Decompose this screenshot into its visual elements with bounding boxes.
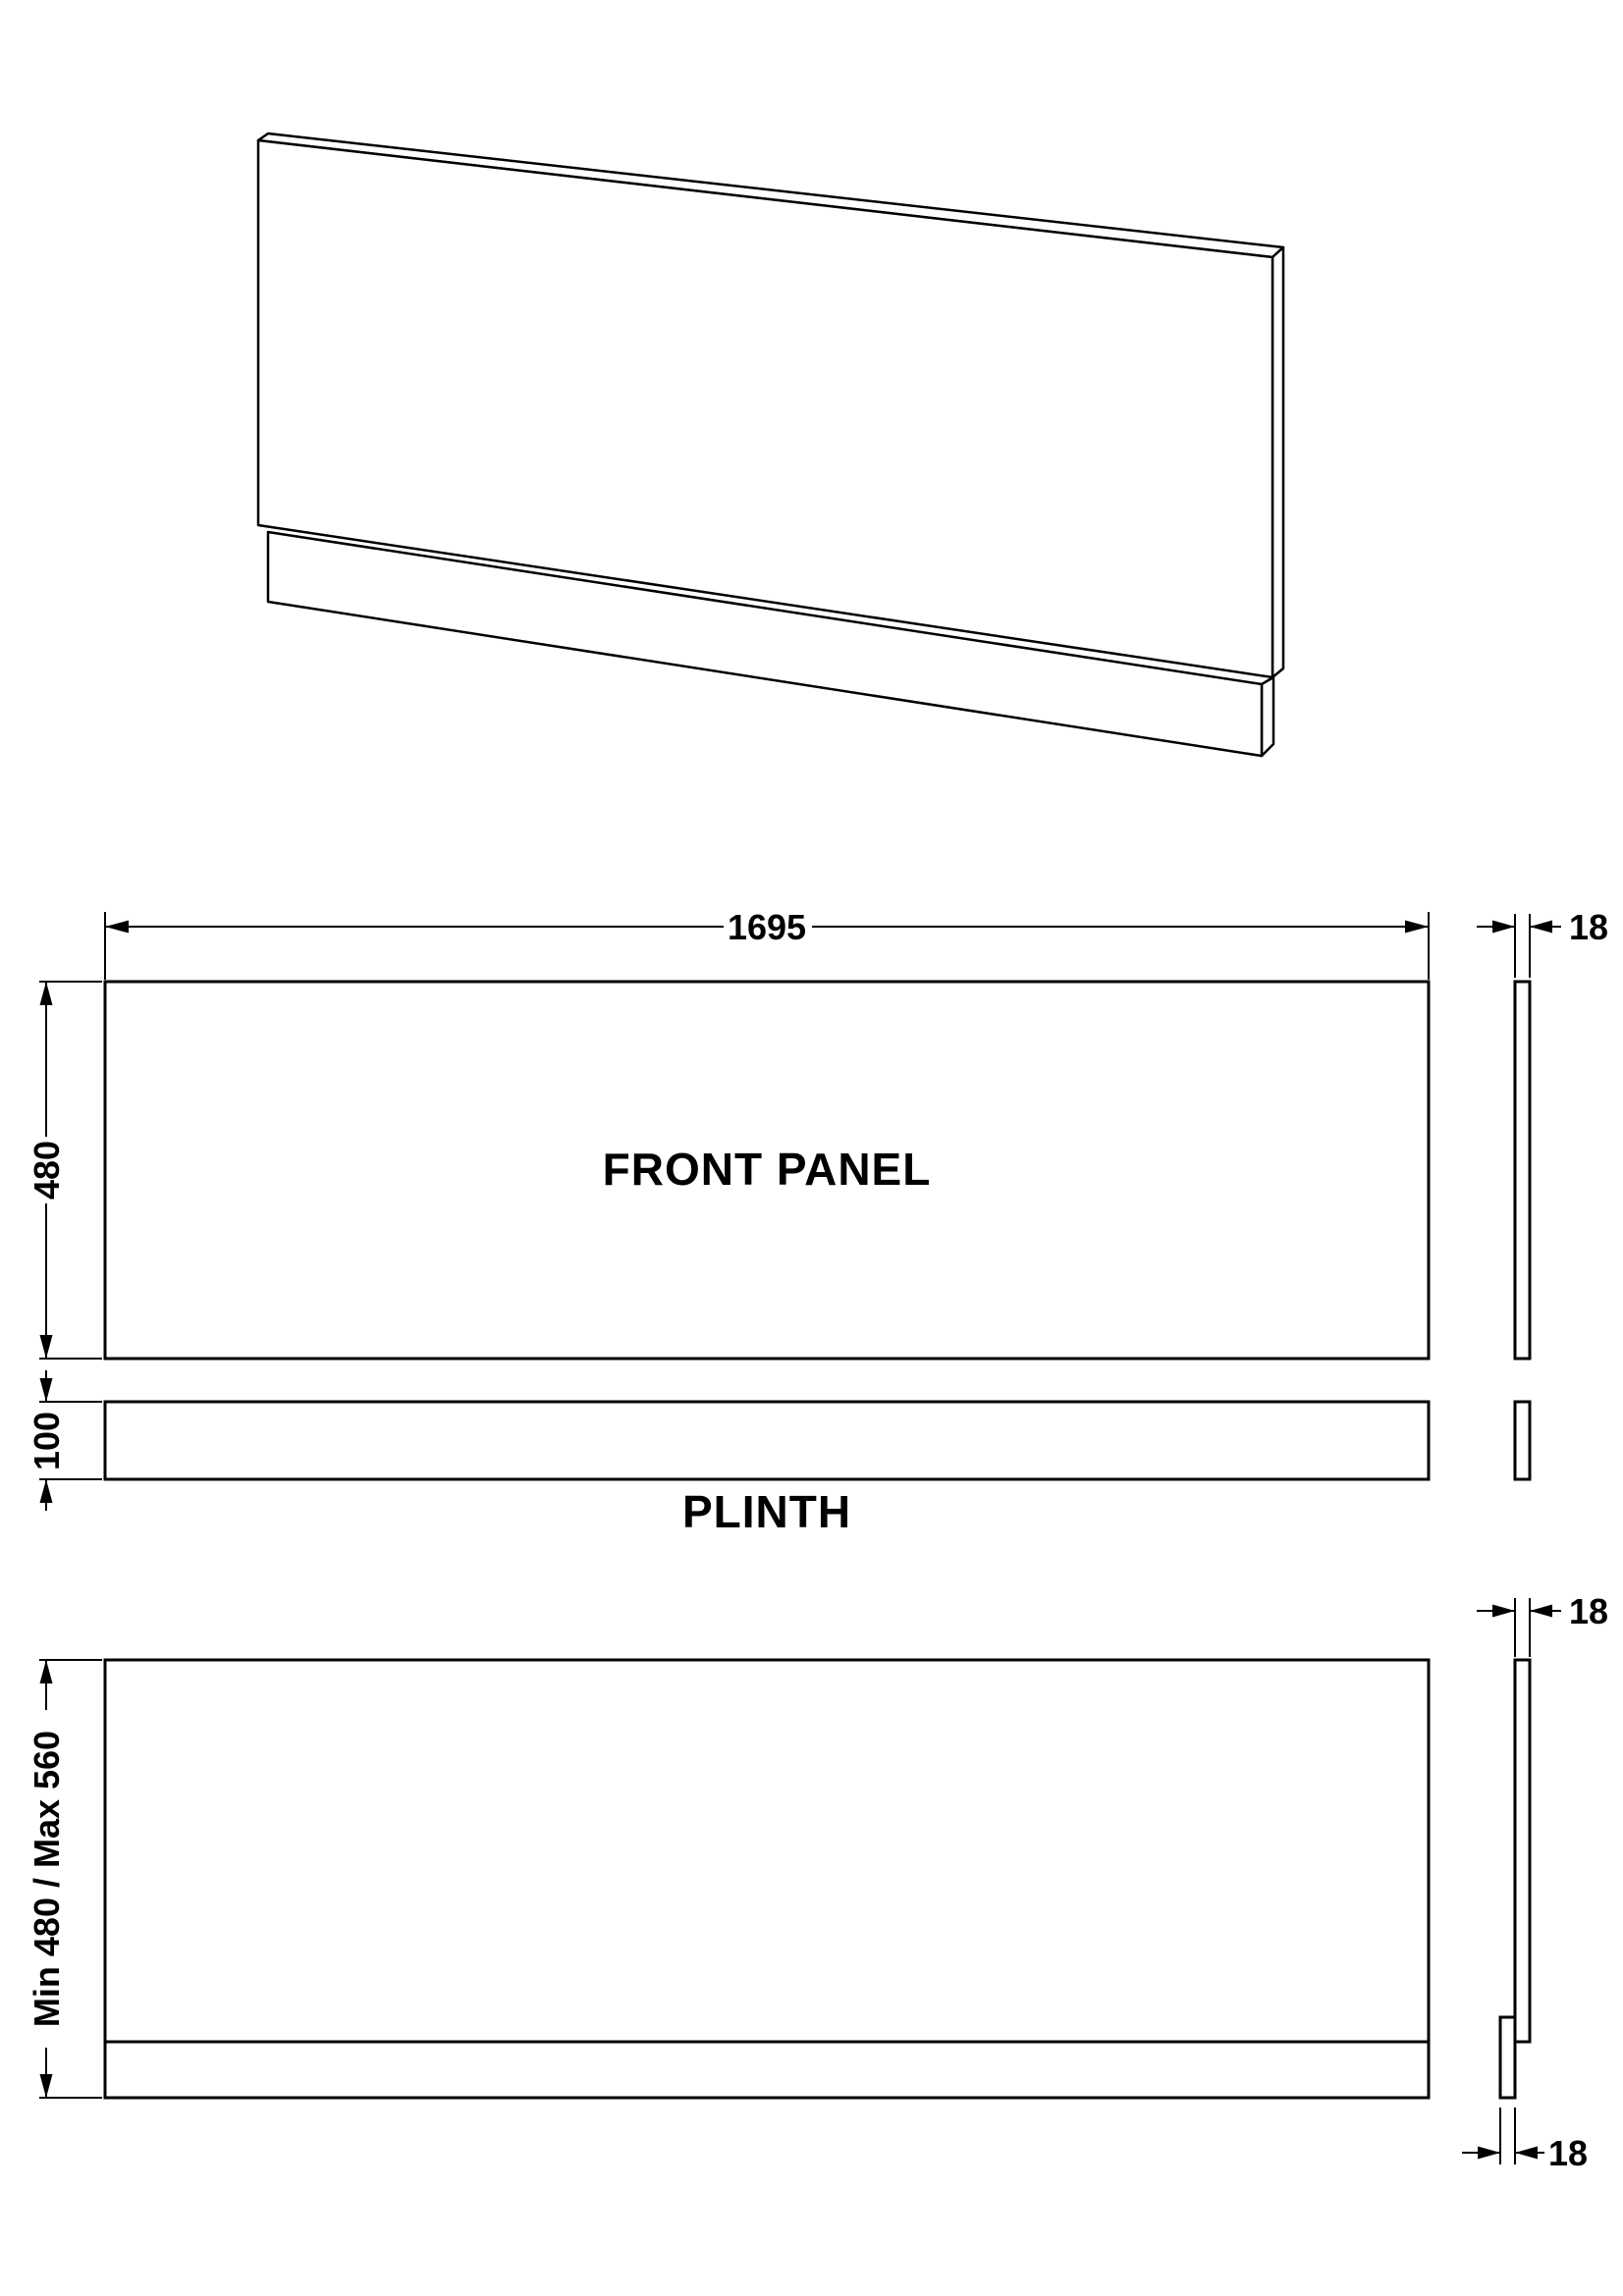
plinth-side-face: [1262, 677, 1273, 756]
dim-panel-height-value: 480: [27, 1140, 67, 1201]
dim-panel-thickness-value: 18: [1568, 907, 1609, 947]
dim-plinth-height-value: 100: [27, 1411, 67, 1471]
dim-assembled-height-value: Min 480 / Max 560: [27, 1730, 67, 2028]
front-panel-label: FRONT PANEL: [602, 1144, 932, 1195]
dim-panel-width-value: 1695: [727, 907, 807, 947]
dim-assembled-plinth-thickness-value: 18: [1547, 2133, 1589, 2173]
plinth-label: PLINTH: [681, 1486, 852, 1537]
dim-assembled-panel-thickness-value: 18: [1568, 1591, 1609, 1631]
panel-side-face: [1272, 247, 1283, 677]
